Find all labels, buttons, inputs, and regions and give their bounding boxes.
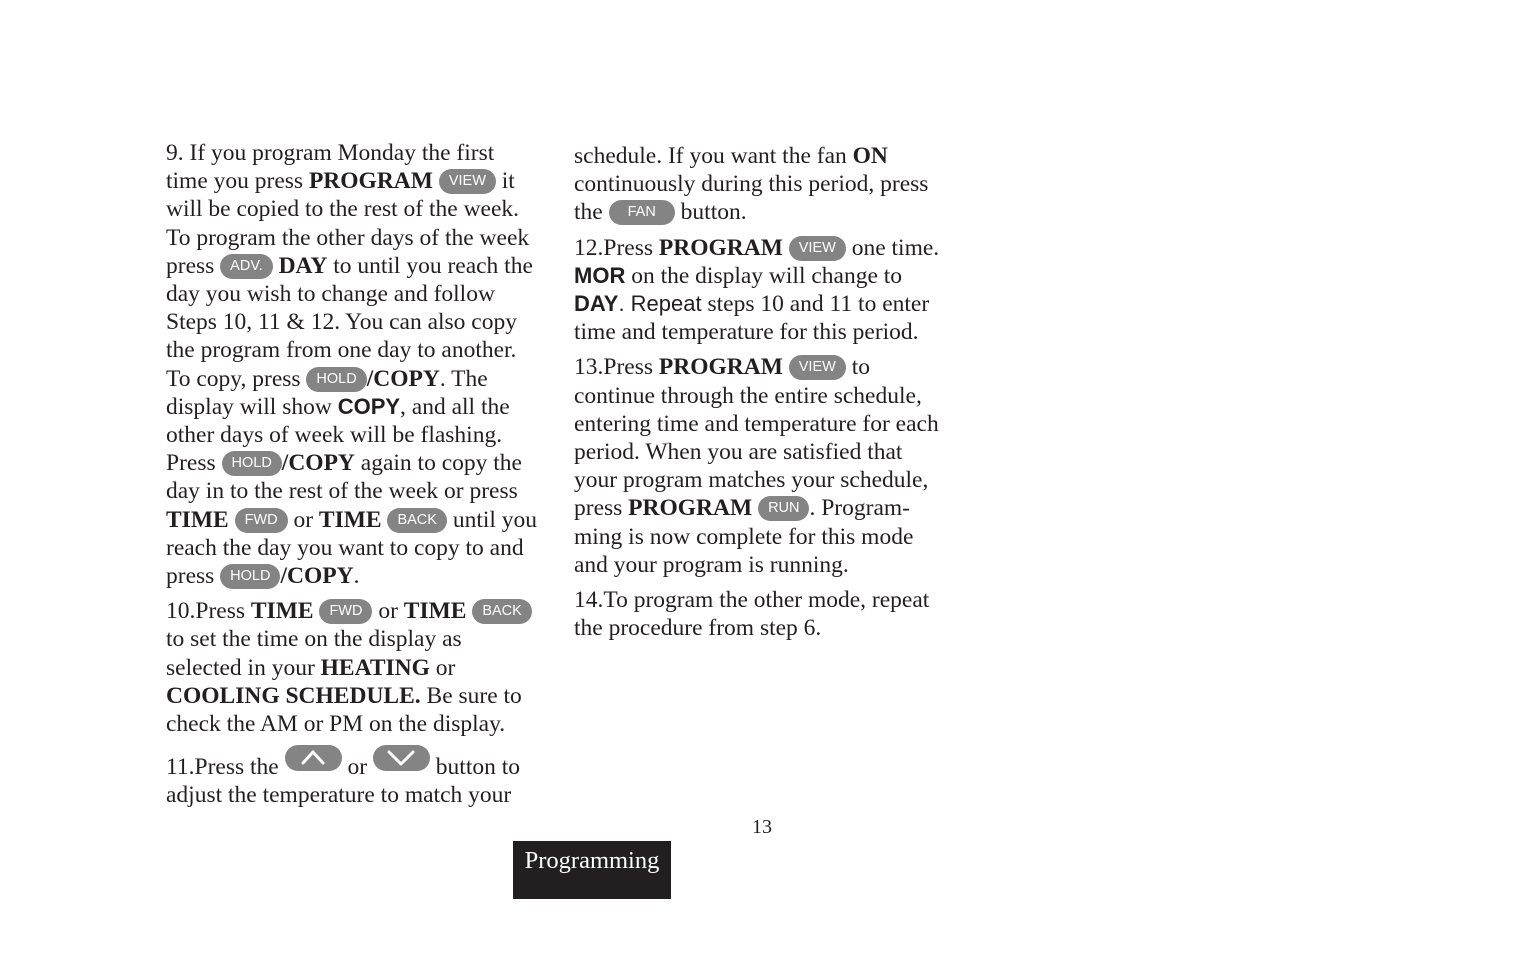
on-keyword: ON (852, 143, 888, 169)
text-line (166, 167, 556, 195)
text-line (166, 654, 556, 682)
text-span: press (166, 563, 215, 590)
text-line (166, 477, 556, 505)
section-tab: Programming (513, 841, 671, 899)
text-line (166, 280, 556, 308)
text-span: . (353, 563, 360, 590)
text-line (574, 523, 964, 551)
back-button: BACK (472, 599, 532, 624)
text-line (166, 562, 556, 590)
program-keyword: PROGRAM (658, 234, 783, 261)
text-span: . Program- (809, 495, 910, 522)
text-span: period. When you are satisfied that (574, 439, 903, 466)
text-span: or (341, 754, 373, 781)
text-span: and your program is running. (574, 551, 849, 578)
program-keyword: PROGRAM (308, 168, 433, 195)
text-span: 12.Press (574, 234, 659, 261)
repeat-text: . Repeat (618, 291, 702, 317)
text-span: 10.Press (166, 598, 251, 625)
text-line (166, 336, 556, 364)
text-line (574, 262, 964, 290)
text-span: entering time and temperature for each (574, 410, 939, 437)
text-line (574, 410, 964, 438)
text-span: other days of week will be flashing. (166, 422, 503, 449)
text-line (574, 382, 964, 410)
back-button: BACK (387, 508, 447, 533)
fwd-button: FWD (319, 599, 372, 624)
text-line (574, 466, 964, 494)
time-keyword: TIME (318, 506, 382, 533)
text-span: day you wish to change and follow (166, 281, 495, 308)
text-span: the program from one day to another. (166, 337, 517, 364)
text-line (574, 438, 964, 466)
text-line (574, 198, 964, 226)
step-9 (166, 139, 556, 590)
view-button: VIEW (439, 169, 496, 194)
text-span: ming is now complete for this mode (574, 523, 914, 550)
cooling-keyword: COOLING SCHEDULE. (166, 682, 421, 709)
text-line (166, 625, 556, 653)
fan-button: FAN (609, 200, 675, 225)
text-span: Press (166, 450, 222, 477)
mor-display-text: MOR (574, 262, 626, 288)
day-display-text: DAY (574, 291, 619, 317)
text-span: day in to the rest of the week or press (166, 478, 518, 505)
text-line (166, 224, 556, 252)
text-line (574, 290, 964, 318)
day-keyword: DAY (278, 252, 328, 279)
text-line (166, 393, 556, 421)
text-span: schedule. If you want the fan (574, 143, 853, 169)
fwd-button: FWD (235, 508, 288, 533)
text-span: to set the time on the display as (166, 626, 462, 653)
text-span: it (495, 168, 515, 195)
text-span: one time. (845, 234, 940, 261)
text-span: or (287, 506, 319, 533)
text-span: display will show (166, 393, 338, 420)
view-button: VIEW (789, 355, 846, 380)
step-12 (574, 234, 964, 347)
time-keyword: TIME (403, 598, 467, 625)
text-span: button to (429, 754, 521, 781)
text-line (574, 234, 964, 262)
text-line (166, 534, 556, 562)
step-11-continued (574, 142, 964, 227)
text-span: the (574, 199, 609, 226)
text-span: the procedure from step 6. (574, 615, 822, 642)
step-14 (574, 586, 964, 642)
text-span: Be sure to (420, 682, 522, 709)
right-column (574, 142, 964, 649)
text-line (574, 586, 964, 614)
text-line (166, 421, 556, 449)
text-span: button. (674, 199, 747, 226)
text-span: . The (439, 365, 488, 392)
text-span: To program the other days of the week (166, 224, 530, 251)
text-span: on the display will change to (625, 262, 903, 289)
hold-button: HOLD (306, 367, 366, 392)
text-span: 9. If you program Monday the first (166, 140, 495, 166)
heating-keyword: HEATING (320, 654, 430, 681)
text-line (166, 682, 556, 710)
text-span: To copy, press (166, 365, 307, 392)
text-line (574, 551, 964, 579)
text-span: 13.Press (574, 354, 659, 381)
hold-button: HOLD (222, 451, 282, 476)
copy-keyword: /COPY (280, 563, 354, 590)
text-line (166, 506, 556, 534)
text-span: to until you reach the (327, 252, 533, 279)
copy-keyword: /COPY (366, 365, 440, 392)
program-keyword: PROGRAM (658, 354, 783, 381)
text-line (166, 139, 556, 167)
text-span: until you (446, 506, 538, 533)
text-line (166, 252, 556, 280)
text-line (166, 710, 556, 738)
copy-keyword: /COPY (281, 450, 355, 477)
time-keyword: TIME (250, 598, 314, 625)
text-line (166, 745, 556, 781)
step-13 (574, 353, 964, 579)
text-span: selected in your (166, 654, 321, 681)
text-span: 11.Press the (166, 754, 285, 781)
text-line (166, 308, 556, 336)
text-line (574, 318, 964, 346)
text-span: reach the day you want to copy to and (166, 534, 524, 561)
text-span: again to copy the (354, 450, 522, 477)
text-span: Steps 10, 11 & 12. You can also copy (166, 309, 517, 336)
text-span: your program matches your schedule, (574, 467, 929, 494)
step-11 (166, 745, 556, 809)
text-span: time you press (166, 168, 309, 195)
run-button: RUN (758, 496, 809, 521)
text-line (574, 142, 964, 170)
text-span: 14.To program the other mode, repeat (574, 587, 930, 614)
text-line (574, 614, 964, 642)
page-number: 13 (752, 816, 772, 838)
text-span: will be copied to the rest of the week. (166, 196, 520, 223)
text-span: or (372, 598, 404, 625)
text-line (166, 597, 556, 625)
text-line (166, 365, 556, 393)
hold-button: HOLD (220, 564, 280, 589)
text-span: continuously during this period, press (574, 171, 929, 198)
text-span: check the AM or PM on the display. (166, 711, 506, 738)
text-line (166, 781, 556, 809)
up-arrow-icon (285, 745, 342, 771)
text-span: press (166, 252, 221, 279)
left-column (166, 139, 556, 817)
text-span: to (845, 354, 870, 381)
time-keyword: TIME (166, 506, 229, 533)
copy-display-text: COPY (337, 393, 401, 419)
text-span: or (429, 654, 456, 681)
text-line (574, 494, 964, 522)
text-line (574, 170, 964, 198)
text-line (166, 195, 556, 223)
text-line (166, 449, 556, 477)
text-span: time and temperature for this period. (574, 319, 919, 346)
adv-button: ADV. (220, 254, 273, 279)
text-line (574, 353, 964, 381)
text-span: adjust the temperature to match your (166, 782, 512, 809)
text-span: , and all the (400, 393, 510, 420)
program-keyword: PROGRAM (628, 495, 753, 522)
text-span: continue through the entire schedule, (574, 382, 922, 409)
text-span: steps 10 and 11 to enter (701, 291, 930, 318)
step-10 (166, 597, 556, 738)
view-button: VIEW (789, 236, 846, 261)
text-span: press (574, 495, 629, 522)
down-arrow-icon (373, 745, 430, 771)
